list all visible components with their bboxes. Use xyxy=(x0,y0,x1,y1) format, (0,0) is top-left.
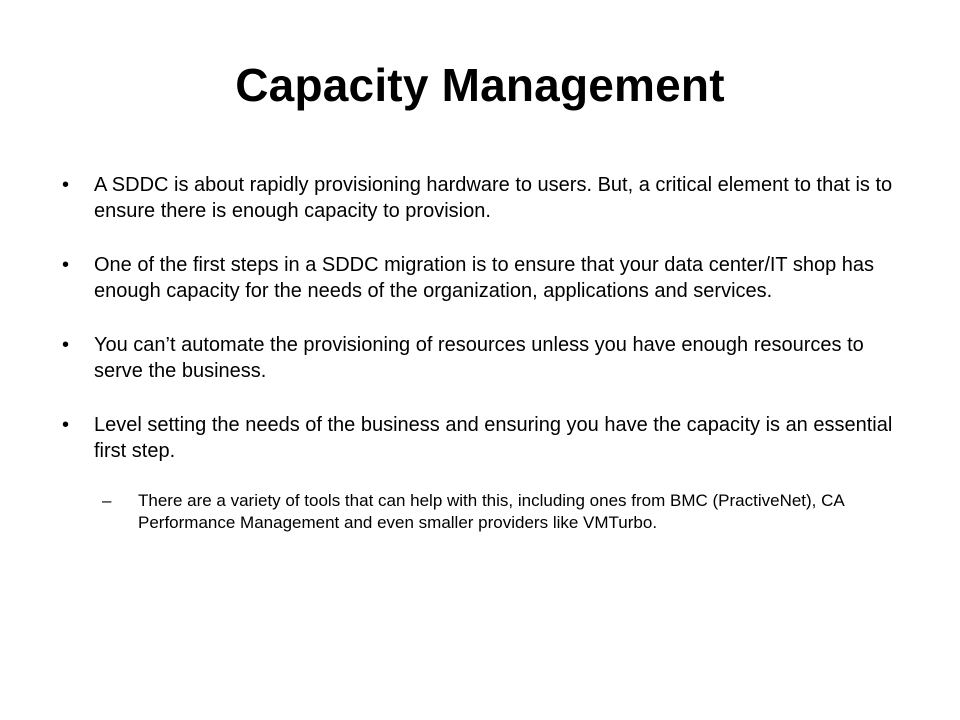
bullet-text: You can’t automate the provisioning of resources unless you have enough resources to serve the business. xyxy=(94,334,864,382)
sub-bullet-dash-icon: – xyxy=(102,491,112,510)
bullet-item xyxy=(60,412,910,464)
sub-bullet-item xyxy=(60,490,910,534)
bullet-list xyxy=(60,172,910,534)
bullet-dot-icon: • xyxy=(62,334,70,356)
bullet-dot-icon: • xyxy=(62,254,70,276)
slide-title: Capacity Management xyxy=(235,59,725,111)
bullet-text: A SDDC is about rapidly provisioning hardware to users. But, a critical element to that is to ensure there is enough capacity to provision. xyxy=(94,174,893,222)
bullet-dot-icon: • xyxy=(62,174,70,196)
bullet-item xyxy=(60,252,910,304)
bullet-item xyxy=(60,332,910,384)
bullet-text: Level setting the needs of the business and ensuring you have the capacity is an essential first step. xyxy=(94,414,893,462)
sub-bullet-text: There are a variety of tools that can help with this, including ones from BMC (PractiveNet), CA Performance Management and even smaller providers like VMTurbo. xyxy=(138,491,844,532)
bullet-text: One of the first steps in a SDDC migration is to ensure that your data center/IT shop has enough capacity for the needs of the organization, applications and services. xyxy=(94,254,875,302)
bullet-dot-icon: • xyxy=(62,414,70,436)
bullet-item xyxy=(60,172,910,224)
